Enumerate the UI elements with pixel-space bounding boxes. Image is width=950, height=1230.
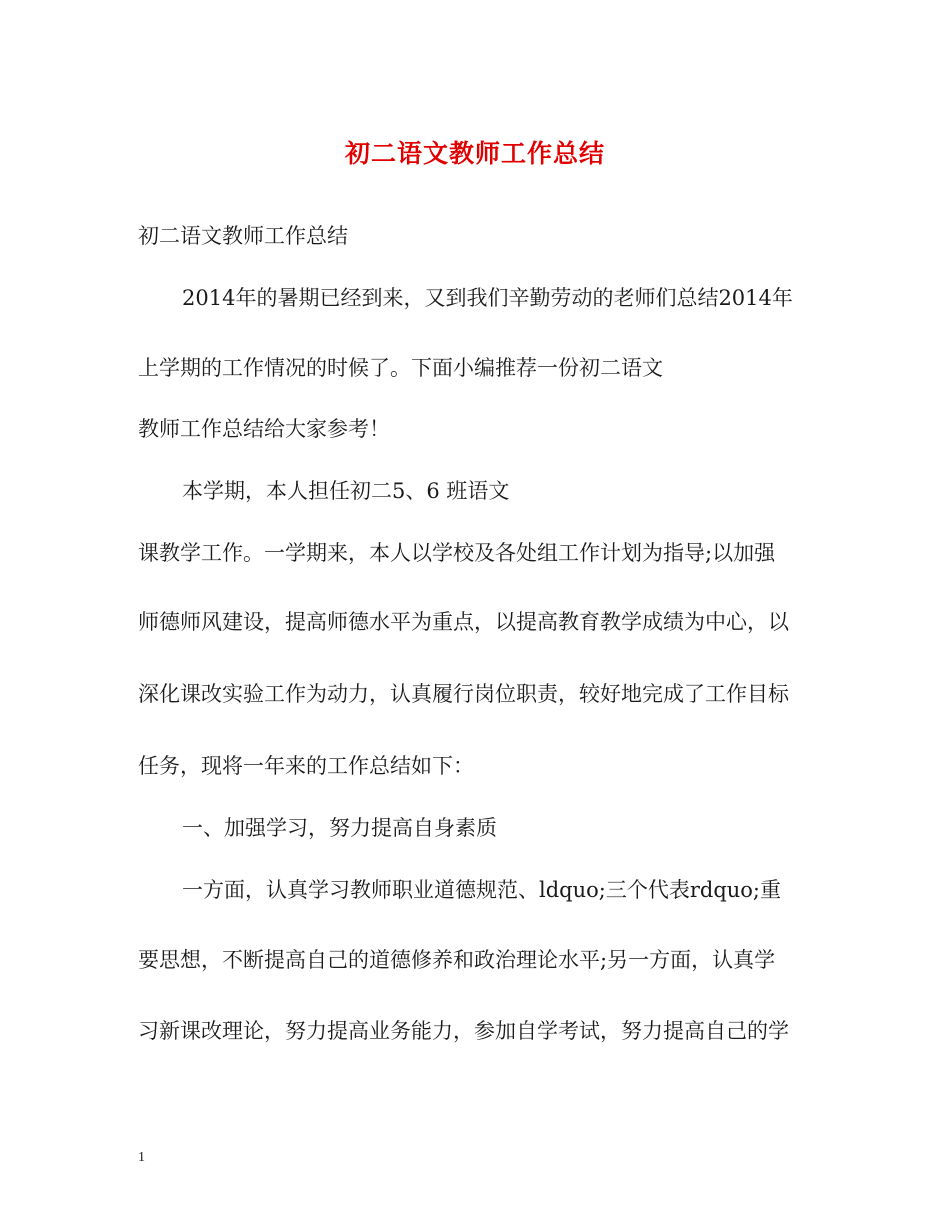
text-line: 本学期，本人担任初二5、6 班语文 xyxy=(182,479,510,503)
text-line: 师德师风建设，提高师德水平为重点，以提高教育教学成绩为中心，以 xyxy=(138,610,789,634)
text-line: 一方面，认真学习教师职业道德规范、ldquo;三个代表rdquo;重 xyxy=(182,878,782,902)
text-line: 一、加强学习，努力提高自身素质 xyxy=(182,816,497,840)
text-line: 教师工作总结给大家参考！ xyxy=(138,417,390,441)
text-line: 要思想，不断提高自己的道德修养和政治理论水平;另一方面，认真学 xyxy=(138,948,776,972)
page-number: 1 xyxy=(138,1150,145,1165)
document-title: 初二语文教师工作总结 xyxy=(344,139,605,168)
text-line: 2014年的暑期已经到来，又到我们辛勤劳动的老师们总结2014年 xyxy=(182,286,793,310)
text-line: 上学期的工作情况的时候了。下面小编推荐一份初二语文 xyxy=(138,356,663,380)
text-line: 初二语文教师工作总结 xyxy=(138,224,348,248)
text-line: 课教学工作。一学期来，本人以学校及各处组工作计划为指导;以加强 xyxy=(138,541,776,565)
text-line: 习新课改理论，努力提高业务能力，参加自学考试，努力提高自己的学 xyxy=(138,1019,789,1043)
text-line: 任务，现将一年来的工作总结如下： xyxy=(138,754,474,778)
text-line: 深化课改实验工作为动力，认真履行岗位职责，较好地完成了工作目标 xyxy=(138,682,789,706)
